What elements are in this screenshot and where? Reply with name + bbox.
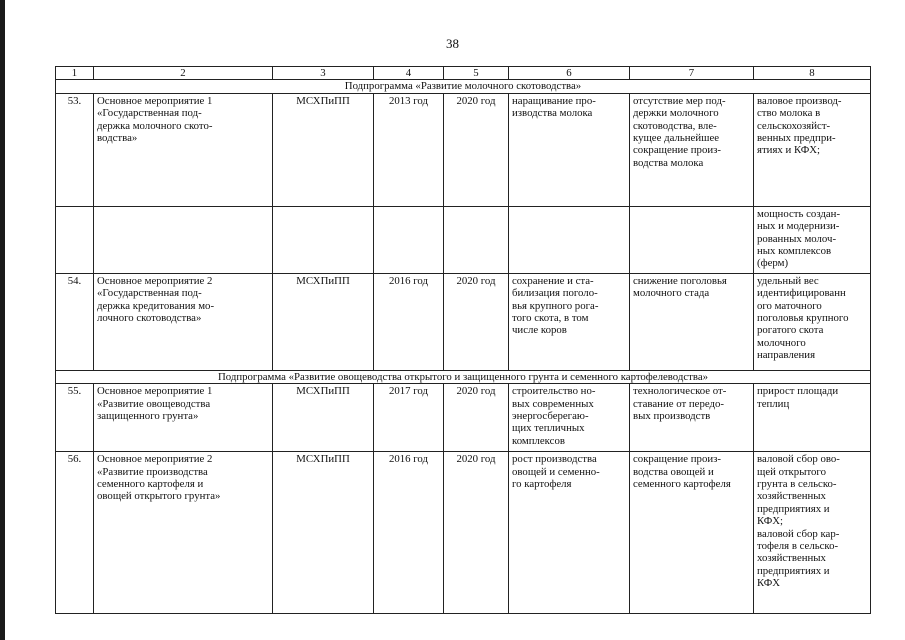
row-number <box>56 206 94 273</box>
indicator-line: ных и модернизи- <box>757 220 840 233</box>
expected-result-line: рост производства <box>512 453 597 466</box>
indicator-line: поголовья крупного <box>757 312 849 325</box>
indicator <box>754 452 871 614</box>
non-implementation-consequence-line: ставание от передо- <box>633 397 725 410</box>
expected-result-line: овощей и семенно- <box>512 465 600 478</box>
indicator-line: ого маточного <box>757 299 822 312</box>
event-name-line: «Развитие овощеводства <box>97 397 211 410</box>
column-number-8: 8 <box>754 67 871 80</box>
start-year: 2013 год <box>374 93 444 206</box>
non-implementation-consequence-line: вых производств <box>633 410 711 423</box>
expected-result-line: вых современных <box>512 397 594 410</box>
expected-result <box>509 93 630 206</box>
indicator-line: валовой сбор ово- <box>757 453 840 466</box>
event-name <box>94 452 273 614</box>
executor: МСХПиПП <box>273 452 374 614</box>
table-body <box>56 67 871 614</box>
indicator <box>754 93 871 206</box>
row-number: 54. <box>56 273 94 370</box>
executor: МСХПиПП <box>273 273 374 370</box>
indicator-line: ятиях и КФХ; <box>757 144 821 157</box>
subprogram-title: Подпрограмма «Развитие овощеводства открытого и защищенного грунта и семенного картофелеводства» <box>56 370 871 383</box>
end-year: 2020 год <box>444 273 509 370</box>
event-name <box>94 206 273 273</box>
executor <box>273 206 374 273</box>
indicator-line: предприятиях и <box>757 564 830 577</box>
column-number-4: 4 <box>374 67 444 80</box>
start-year: 2016 год <box>374 273 444 370</box>
non-implementation-consequence <box>630 384 754 452</box>
expected-result-line: комплексов <box>512 434 565 447</box>
executor: МСХПиПП <box>273 93 374 206</box>
expected-result <box>509 206 630 273</box>
expected-result-line: щих тепличных <box>512 422 585 435</box>
column-number-2: 2 <box>94 67 273 80</box>
event-name-line: водства» <box>97 132 138 145</box>
event-name-line: лочного скотоводства» <box>97 312 202 325</box>
non-implementation-consequence <box>630 206 754 273</box>
non-implementation-consequence-line: сокращение произ- <box>633 453 721 466</box>
header-row <box>56 67 871 80</box>
indicator-line: (ферм) <box>757 257 789 270</box>
column-number-7: 7 <box>630 67 754 80</box>
page-number: 38 <box>446 36 459 51</box>
indicator-line: валовой сбор кар- <box>757 527 840 540</box>
indicator <box>754 206 871 273</box>
end-year: 2020 год <box>444 93 509 206</box>
non-implementation-consequence-line: держки молочного <box>633 107 719 120</box>
indicator-line: венных предпри- <box>757 132 836 145</box>
event-name <box>94 93 273 206</box>
indicator-line: направления <box>757 349 816 362</box>
end-year <box>444 206 509 273</box>
non-implementation-consequence-line: водства молока <box>633 156 704 169</box>
table-row <box>56 273 871 370</box>
indicator-line: КФХ <box>757 577 781 590</box>
event-name-line: Основное мероприятие 1 <box>97 385 213 398</box>
subprogram-row <box>56 80 871 93</box>
indicator-line: щей открытого <box>757 465 826 478</box>
column-number-3: 3 <box>273 67 374 80</box>
indicator-line: грунта в сельско- <box>757 478 837 491</box>
non-implementation-consequence-line: кущее дальнейшее <box>633 132 720 145</box>
indicator-line: прирост площади <box>757 385 839 398</box>
non-implementation-consequence-line: молочного стада <box>633 287 710 300</box>
event-name-line: защищенного грунта» <box>97 410 199 423</box>
expected-result-line: го картофеля <box>512 478 572 491</box>
expected-result-line: сохранение и ста- <box>512 274 594 287</box>
scan-binding-edge <box>0 0 5 640</box>
non-implementation-consequence <box>630 93 754 206</box>
non-implementation-consequence-line: снижение поголовья <box>633 274 727 287</box>
indicator-line: мощность создан- <box>757 207 841 220</box>
start-year: 2017 год <box>374 384 444 452</box>
start-year: 2016 год <box>374 452 444 614</box>
indicator <box>754 384 871 452</box>
indicator-line: идентифицированн <box>757 287 846 300</box>
indicator-line: рованных молоч- <box>757 232 837 245</box>
indicator-line: ство молока в <box>757 107 821 120</box>
table-row <box>56 206 871 273</box>
event-name-line: держка кредитования мо- <box>97 299 215 312</box>
expected-result-line: строительство но- <box>512 385 596 398</box>
indicator-line: КФХ; <box>757 515 784 528</box>
indicator-line: рогатого скота <box>757 324 824 337</box>
indicator-line: сельскохозяйст- <box>757 119 831 132</box>
subprogram-row <box>56 370 871 383</box>
end-year: 2020 год <box>444 452 509 614</box>
event-name-line: овощей открытого грунта» <box>97 490 221 503</box>
expected-result-line: вья крупного рога- <box>512 299 599 312</box>
row-number: 55. <box>56 384 94 452</box>
indicator-line: тофеля в сельско- <box>757 540 839 553</box>
indicator-line: хозяйственных <box>757 490 826 503</box>
column-number-1: 1 <box>56 67 94 80</box>
expected-result-line: числе коров <box>512 324 567 337</box>
event-name-line: Основное мероприятие 1 <box>97 94 213 107</box>
row-number: 56. <box>56 452 94 614</box>
non-implementation-consequence <box>630 452 754 614</box>
expected-result <box>509 384 630 452</box>
indicator-line: молочного <box>757 336 806 349</box>
indicator <box>754 273 871 370</box>
event-name-line: «Государственная под- <box>97 107 202 120</box>
indicator-line: удельный вес <box>757 274 819 287</box>
non-implementation-consequence-line: отсутствие мер под- <box>633 94 726 107</box>
event-name-line: Основное мероприятие 2 <box>97 453 213 466</box>
non-implementation-consequence-line: водства овощей и <box>633 465 714 478</box>
indicator-line: ных комплексов <box>757 245 832 258</box>
table-row <box>56 93 871 206</box>
indicator-line: теплиц <box>757 397 790 410</box>
non-implementation-consequence-line: технологическое от- <box>633 385 727 398</box>
table-row <box>56 452 871 614</box>
row-number: 53. <box>56 93 94 206</box>
event-name <box>94 384 273 452</box>
event-name-line: держка молочного ското- <box>97 119 213 132</box>
indicator-line: валовое производ- <box>757 94 842 107</box>
event-name <box>94 273 273 370</box>
expected-result <box>509 452 630 614</box>
subprogram-title: Подпрограмма «Развитие молочного скотоводства» <box>56 80 871 93</box>
non-implementation-consequence-line: скотоводства, вле- <box>633 119 717 132</box>
non-implementation-consequence <box>630 273 754 370</box>
measures-table <box>55 66 871 614</box>
event-name-line: Основное мероприятие 2 <box>97 274 213 287</box>
column-number-5: 5 <box>444 67 509 80</box>
table-row <box>56 384 871 452</box>
non-implementation-consequence-line: семенного картофеля <box>633 478 731 491</box>
event-name-line: семенного картофеля и <box>97 478 204 491</box>
expected-result-line: того скота, в том <box>512 312 589 325</box>
expected-result-line: изводства молока <box>512 107 593 120</box>
executor: МСХПиПП <box>273 384 374 452</box>
start-year <box>374 206 444 273</box>
expected-result-line: билизация поголо- <box>512 287 598 300</box>
column-number-6: 6 <box>509 67 630 80</box>
event-name-line: «Развитие производства <box>97 465 208 478</box>
end-year: 2020 год <box>444 384 509 452</box>
event-name-line: «Государственная под- <box>97 287 202 300</box>
expected-result-line: наращивание про- <box>512 94 596 107</box>
indicator-line: хозяйственных <box>757 552 826 565</box>
expected-result-line: энергосберегаю- <box>512 410 589 423</box>
expected-result <box>509 273 630 370</box>
indicator-line: предприятиях и <box>757 502 830 515</box>
non-implementation-consequence-line: сокращение произ- <box>633 144 721 157</box>
